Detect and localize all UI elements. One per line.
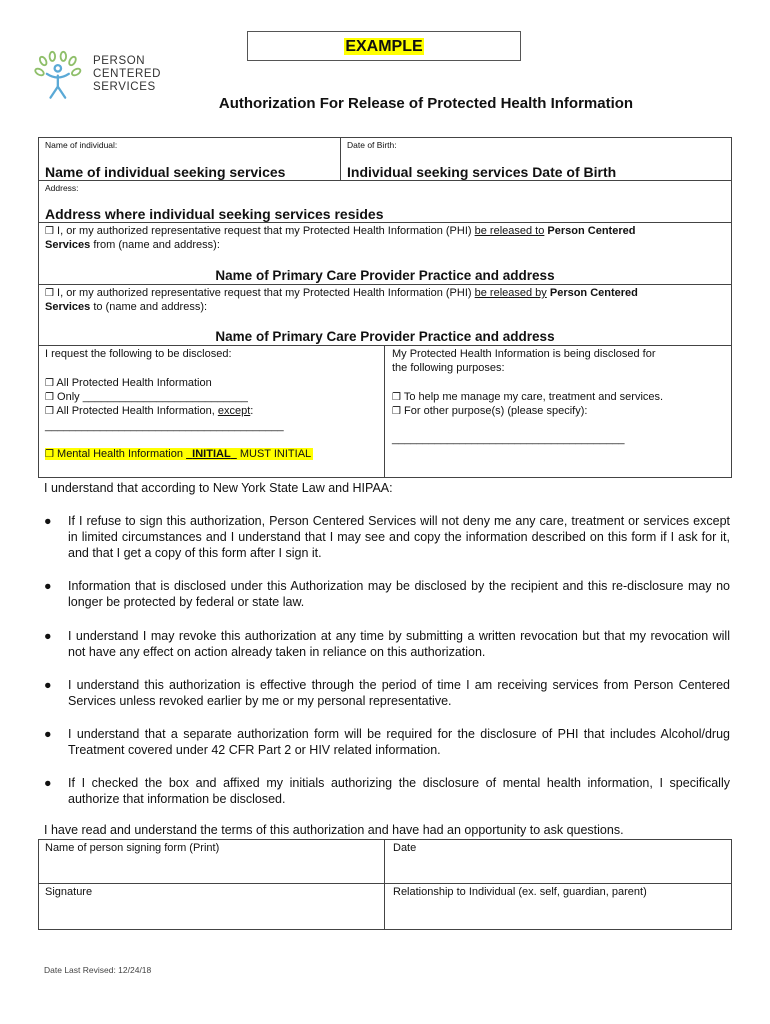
disclose-only-checkbox[interactable]: ❒ (45, 392, 54, 403)
release-from-value: Name of Primary Care Provider Practice and address (215, 268, 555, 283)
release-to-section: ❒ I, or my authorized representative request that my Protected Health Information (PHI) be released by Person Centered Services to (name and address): Name of Primary Care Provider Practice and address (38, 284, 732, 346)
purpose-other-checkbox[interactable]: ❒ (392, 406, 401, 417)
address-value: Address where individual seeking services resides (45, 206, 384, 222)
release-from-section: ❒ I, or my authorized representative request that my Protected Health Information (PHI) be released to Person Centered Services from (name and address): Name of Primary Care Provider Practice and address (38, 222, 732, 285)
release-to-checkbox[interactable]: ❒ (45, 288, 54, 299)
disclose-all-checkbox[interactable]: ❒ (45, 378, 54, 389)
purposes-section: My Protected Health Information is being disclosed for the following purposes: ❒ To help me manage my care, treatment and services. ❒ For other purpose(s) (please specify): ______________________________________ (384, 345, 732, 478)
purpose-other-line[interactable]: ______________________________________ (392, 433, 625, 445)
signature-field[interactable]: Signature (38, 883, 385, 930)
print-name-field[interactable]: Name of person signing form (Print) (38, 839, 385, 884)
initial-field[interactable]: INITIAL (192, 448, 231, 460)
release-from-checkbox[interactable]: ❒ (45, 226, 54, 237)
date-field[interactable]: Date (384, 839, 732, 884)
read-statement: I have read and understand the terms of this authorization and have had an opportunity to ask questions. (44, 823, 624, 837)
disclose-except-checkbox[interactable]: ❒ (45, 406, 54, 417)
address-field[interactable]: Address: Address where individual seeking services resides (38, 180, 732, 223)
example-banner (247, 31, 521, 61)
logo-text: PERSON CENTERED SERVICES (93, 55, 162, 93)
name-field[interactable]: Name of individual: Name of individual seeking services (38, 137, 341, 181)
dob-field[interactable]: Date of Birth: Individual seeking services Date of Birth (340, 137, 732, 181)
mental-health-checkbox[interactable]: ❒ (45, 449, 54, 460)
dob-value: Individual seeking services Date of Birth (347, 164, 617, 180)
footer-revised: Date Last Revised: 12/24/18 (44, 965, 152, 975)
relationship-field[interactable]: Relationship to Individual (ex. self, guardian, parent) (384, 883, 732, 930)
disclose-heading: I request the following to be disclosed: (45, 348, 232, 360)
understand-intro: I understand that according to New York State Law and HIPAA: (44, 481, 393, 495)
page-title: Authorization For Release of Protected Health Information (218, 95, 634, 112)
release-to-value: Name of Primary Care Provider Practice and address (215, 329, 555, 344)
purpose-care-checkbox[interactable]: ❒ (392, 392, 401, 403)
mental-health-option[interactable]: ❒ Mental Health Information INITIAL MUST INITIAL (45, 448, 312, 460)
name-value: Name of individual seeking services (45, 164, 286, 180)
example-label: EXAMPLE (345, 38, 423, 55)
disclose-section: I request the following to be disclosed: ❒ All Protected Health Information ❒ Only ___________________________ ❒ All Protected Health Information, except: _______________________________________ ❒ Mental Health Information INITIAL MUST INITIAL (38, 345, 385, 478)
